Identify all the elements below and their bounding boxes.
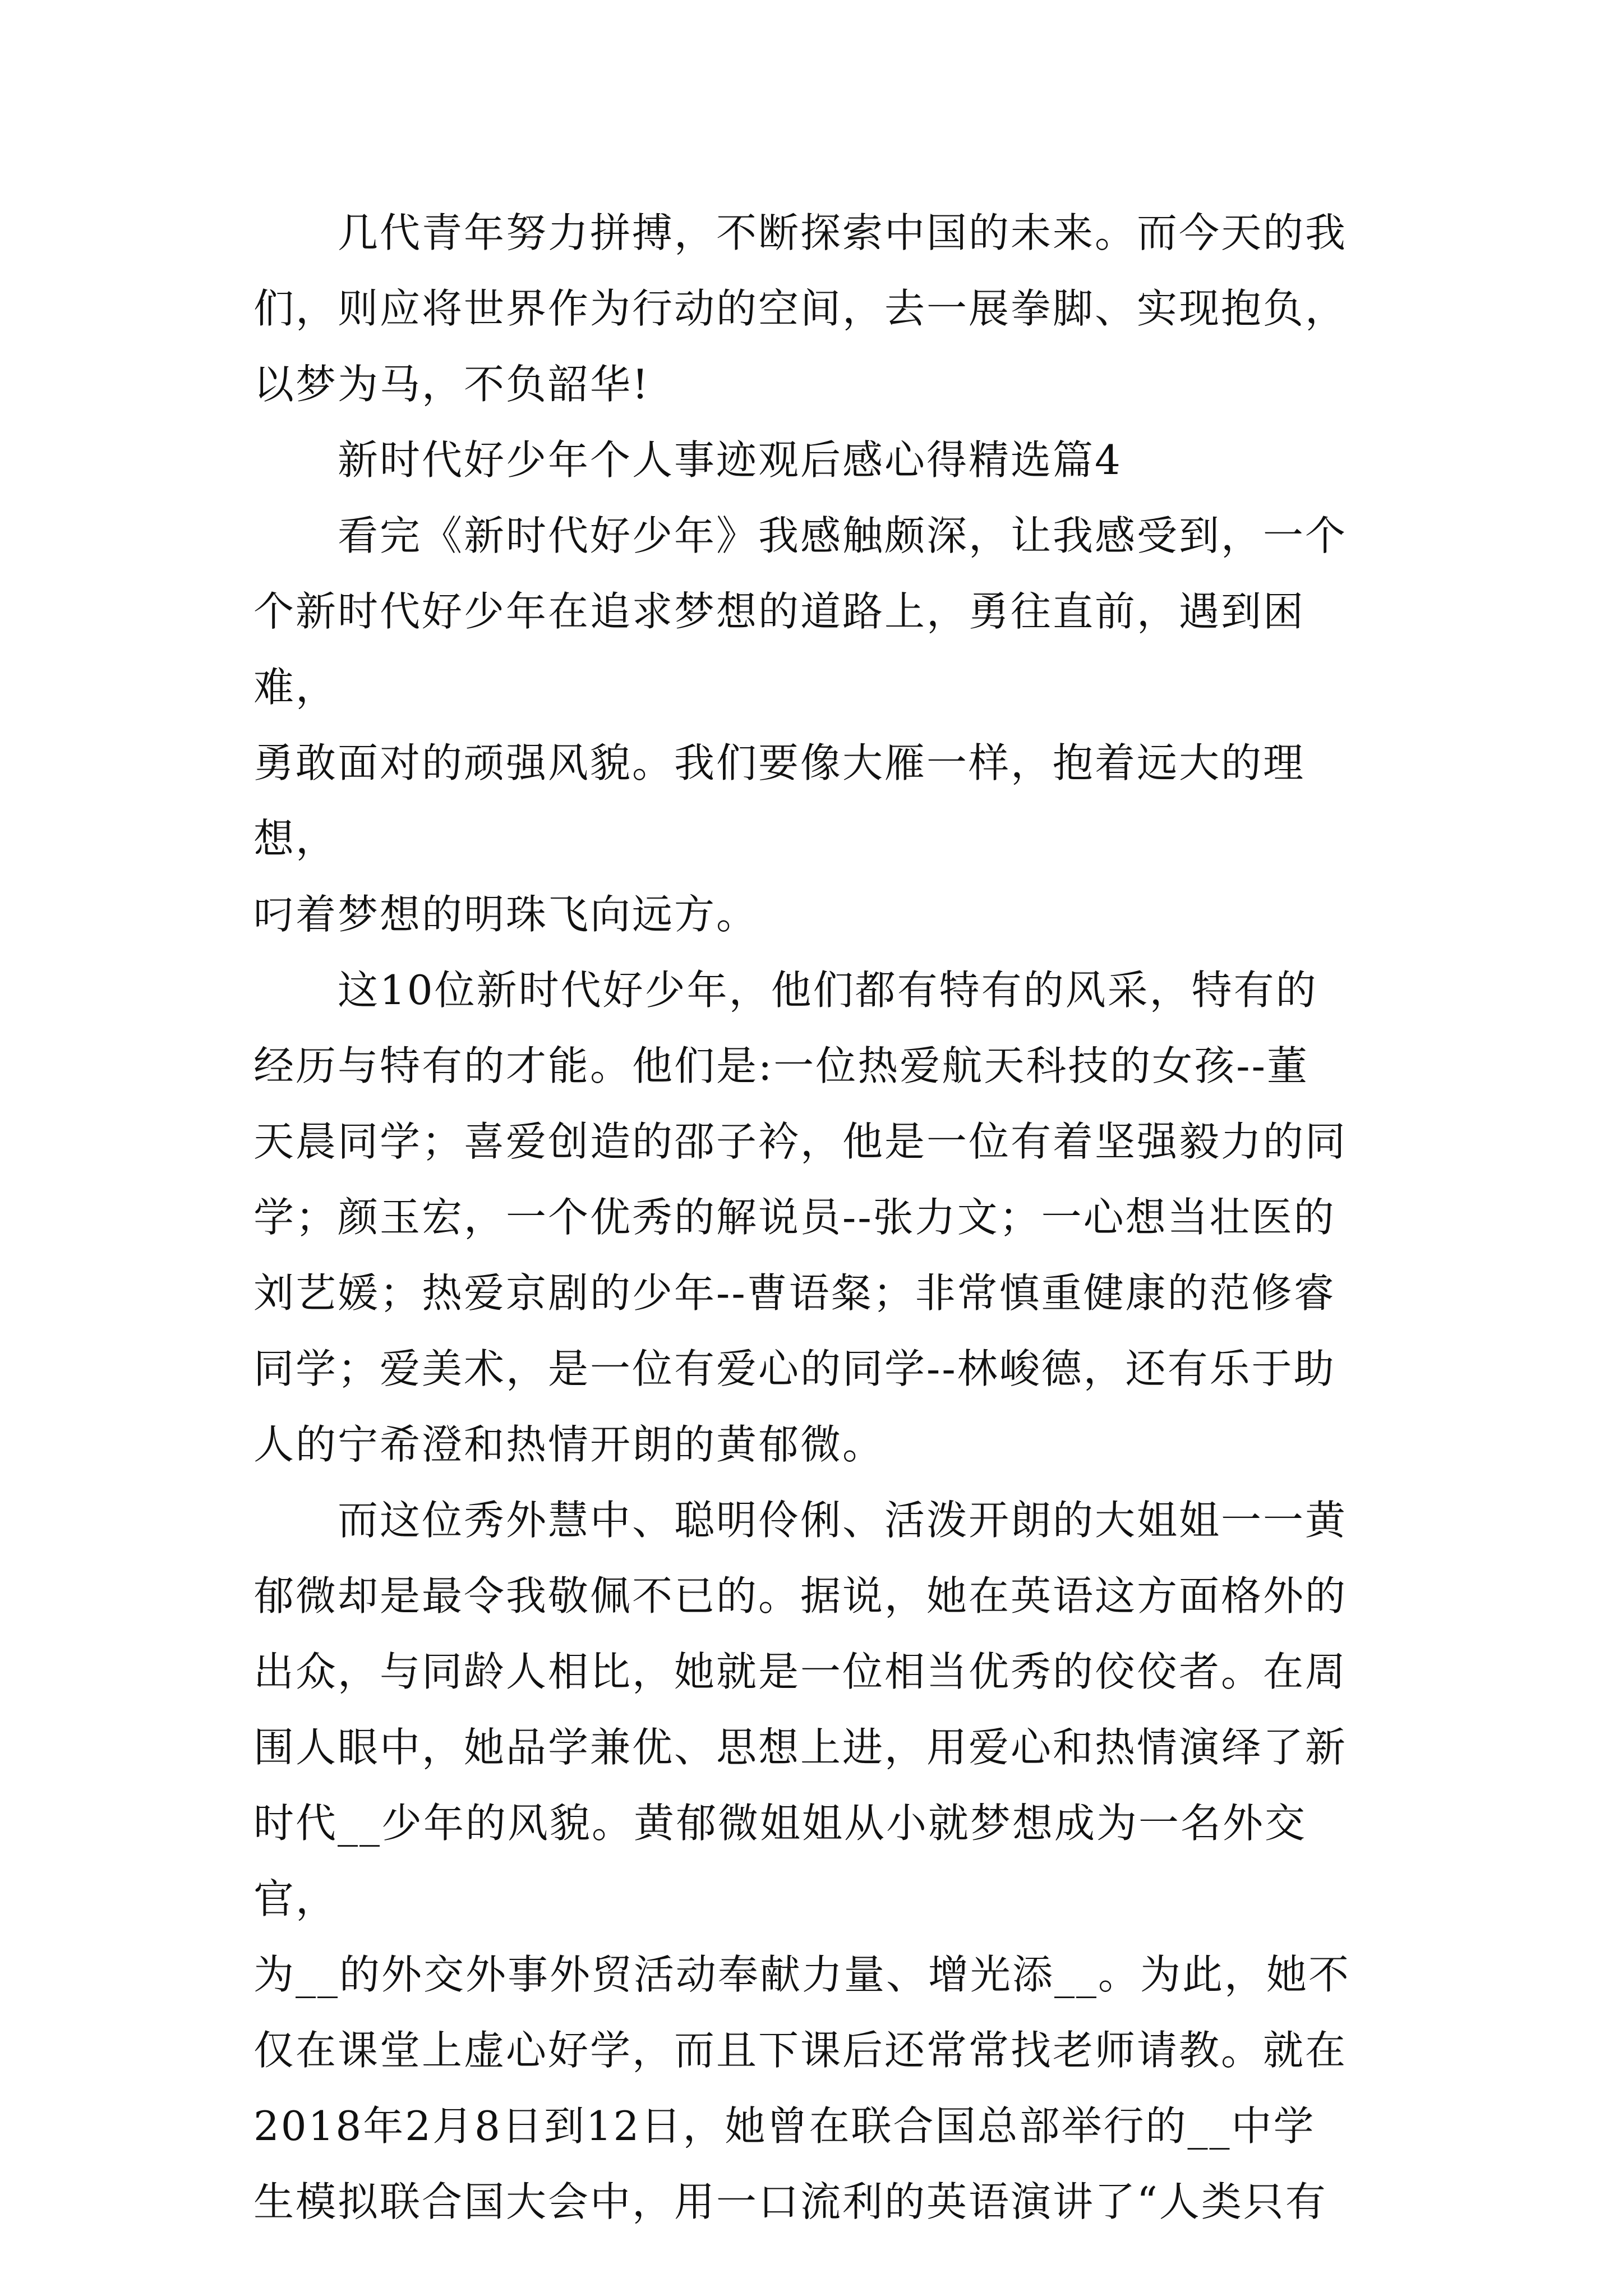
paragraph-1: 几代青年努力拼搏，不断探索中国的未来。而今天的我 们，则应将世界作为行动的空间，去一展拳脚、实现抱负， 以梦为马，不负韶华! (253, 209, 1348, 408)
section-heading: 新时代好少年个人事迹观后感心得精选篇4 (338, 436, 1122, 484)
paragraph-2: 看完《新时代好少年》我感触颇深，让我感受到，一个 个新时代好少年在追求梦想的道路上，勇往直前，遇到困难， 勇敢面对的顽强风貌。我们要像大雁一样，抱着远大的理想， 叼着梦想的明珠飞向远方。 (253, 512, 1348, 938)
document-body (253, 195, 1372, 2240)
paragraph-3: 这10位新时代好少年，他们都有特有的风采，特有的 经历与特有的才能。他们是:一位热爱航天科技的女孩--董 天晨同学；喜爱创造的邵子衿，他是一位有着坚强毅力的同 学；颜玉宏，一个优秀的解说员--张力文；一心想当壮医的 刘艺媛；热爱京剧的少年--曹语粲；非常慎重健康的范修睿 同学；爱美术，是一位有爱心的同学--林峻德，还有乐于助 人的宁希澄和热情开朗的黄郁微。 (253, 967, 1348, 1468)
paragraph-4: 而这位秀外慧中、聪明伶俐、活泼开朗的大姐姐一一黄 郁微却是最令我敬佩不已的。据说，她在英语这方面格外的 出众，与同龄人相比，她就是一位相当优秀的佼佼者。在周 围人眼中，她品学兼优、思想上进，用爱心和热情演绎了新 时代__少年的风貌。黄郁微姐姐从小就梦想成为一名外交官， 为__的外交外事外贸活动奉献力量、增光添__。为此，她不 仅在课堂上虚心好学，而且下课后还常常找老师请教。就在 2018年2月8日到12日，她曾在联合国总部举行的__中学 生模拟联合国大会中，用一口流利的英语演讲了“人类只有 (253, 1497, 1351, 2225)
